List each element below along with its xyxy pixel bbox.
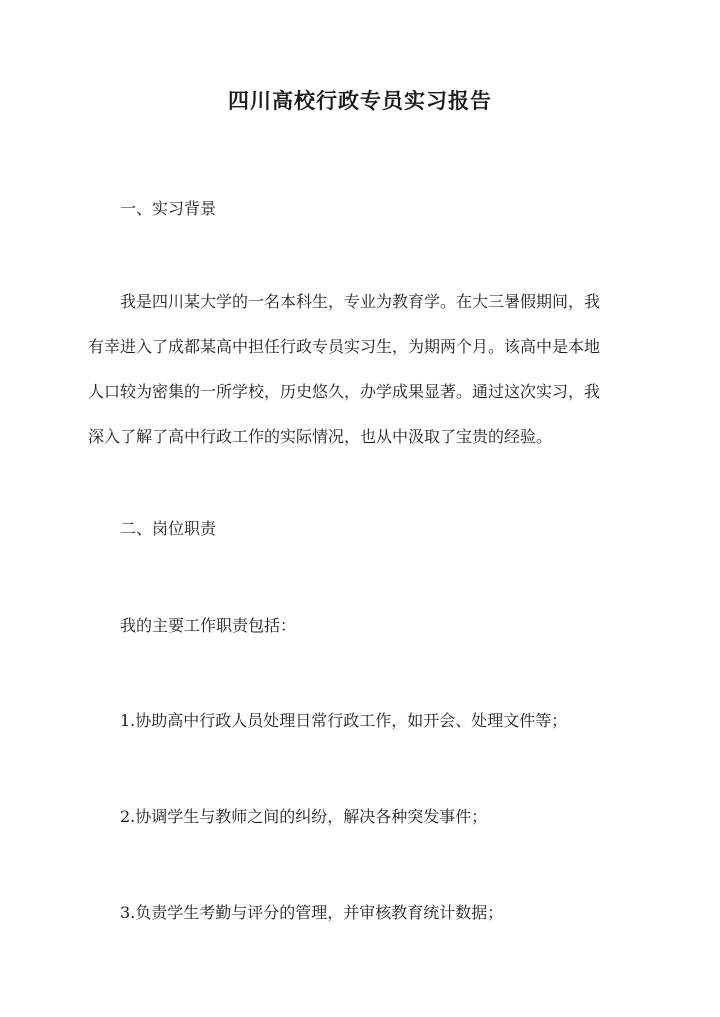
duty-item: 1.协助高中行政人员处理日常行政工作，如开会、处理文件等；	[120, 711, 568, 730]
paragraph-line: 我是四川某大学的一名本科生，专业为教育学。在大三暑假期间，我	[120, 292, 601, 311]
section-heading-duties: 二、岗位职责	[120, 519, 217, 538]
paragraph-line: 有幸进入了成都某高中担任行政专员实习生，为期两个月。该高中是本地	[88, 337, 601, 356]
paragraph-line: 人口较为密集的一所学校，历史悠久，办学成果显著。通过这次实习，我	[88, 382, 601, 401]
document-title: 四川高校行政专员实习报告	[228, 88, 492, 113]
duties-intro: 我的主要工作职责包括：	[120, 616, 297, 635]
duty-item: 2.协调学生与教师之间的纠纷，解决各种突发事件；	[120, 807, 488, 826]
duty-item: 3.负责学生考勤与评分的管理，并审核教育统计数据；	[120, 903, 504, 922]
background-paragraph	[88, 291, 633, 446]
section-heading-background: 一、实习背景	[120, 199, 217, 218]
paragraph-line: 深入了解了高中行政工作的实际情况，也从中汲取了宝贵的经验。	[88, 427, 553, 446]
